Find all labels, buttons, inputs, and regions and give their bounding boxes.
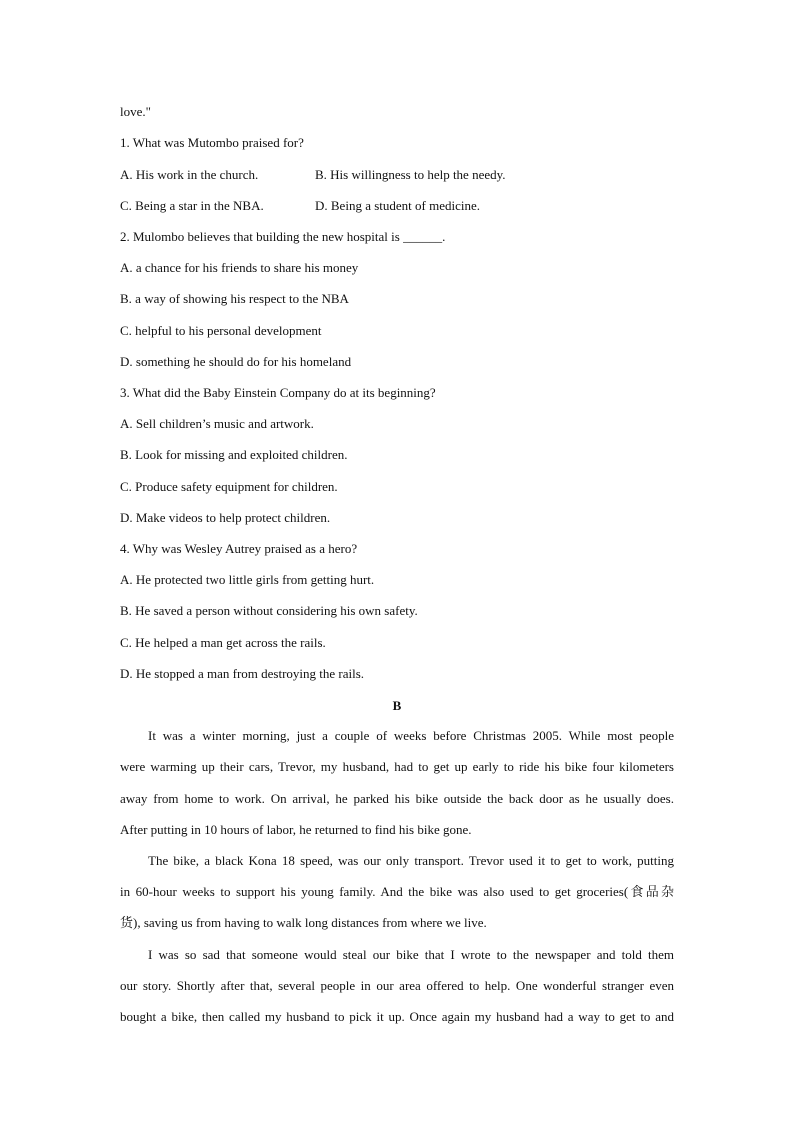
question-2-option-b: B. a way of showing his respect to the NBA <box>120 291 349 306</box>
question-3-option-b: B. Look for missing and exploited children. <box>120 447 348 462</box>
question-4-option-b: B. He saved a person without considering his own safety. <box>120 603 418 618</box>
intro-tail-text: love." <box>120 104 151 119</box>
question-4-option-a: A. He protected two little girls from getting hurt. <box>120 572 375 587</box>
passage-line: away from home to work. On arrival, he parked his bike outside the back door as he usually does. <box>120 791 674 806</box>
question-4-stem: 4. Why was Wesley Autrey praised as a hero? <box>120 541 358 556</box>
question-1-option-d: D. Being a student of medicine. <box>315 198 480 213</box>
passage-line: were warming up their cars, Trevor, my husband, had to get up early to ride his bike four kilometers <box>120 759 674 774</box>
question-3-option-d: D. Make videos to help protect children. <box>120 510 331 525</box>
question-1-option-b: B. His willingness to help the needy. <box>315 167 506 182</box>
question-1-option-c: C. Being a star in the NBA. <box>120 198 264 213</box>
passage-line: in 60-hour weeks to support his young family. And the bike was also used to get groceries(食品杂 <box>120 884 674 899</box>
passage-line: It was a winter morning, just a couple of weeks before Christmas 2005. While most people <box>148 728 674 743</box>
question-2-option-c: C. helpful to his personal development <box>120 323 322 338</box>
question-4-option-d: D. He stopped a man from destroying the rails. <box>120 666 365 681</box>
passage-line: 货), saving us from having to walk long distances from where we live. <box>120 915 487 930</box>
question-1-stem: 1. What was Mutombo praised for? <box>120 135 304 150</box>
question-3-option-a: A. Sell children’s music and artwork. <box>120 416 314 431</box>
passage-line: our story. Shortly after that, several people in our area offered to help. One wonderful stranger even <box>120 978 674 993</box>
question-2-option-a: A. a chance for his friends to share his money <box>120 260 359 275</box>
passage-line: After putting in 10 hours of labor, he returned to find his bike gone. <box>120 822 472 837</box>
passage-line: The bike, a black Kona 18 speed, was our only transport. Trevor used it to get to work, putting <box>148 853 674 868</box>
question-2-stem: 2. Mulombo believes that building the new hospital is ______. <box>120 229 446 244</box>
passage-line: I was so sad that someone would steal our bike that I wrote to the newspaper and told them <box>148 947 674 962</box>
question-3-option-c: C. Produce safety equipment for children. <box>120 479 338 494</box>
passage-line: bought a bike, then called my husband to pick it up. Once again my husband had a way to get to and <box>120 1009 674 1024</box>
question-4-option-c: C. He helped a man get across the rails. <box>120 635 326 650</box>
section-heading: B <box>392 698 402 713</box>
question-1-option-a: A. His work in the church. <box>120 167 259 182</box>
question-2-option-d: D. something he should do for his homeland <box>120 354 352 369</box>
question-3-stem: 3. What did the Baby Einstein Company do at its beginning? <box>120 385 436 400</box>
